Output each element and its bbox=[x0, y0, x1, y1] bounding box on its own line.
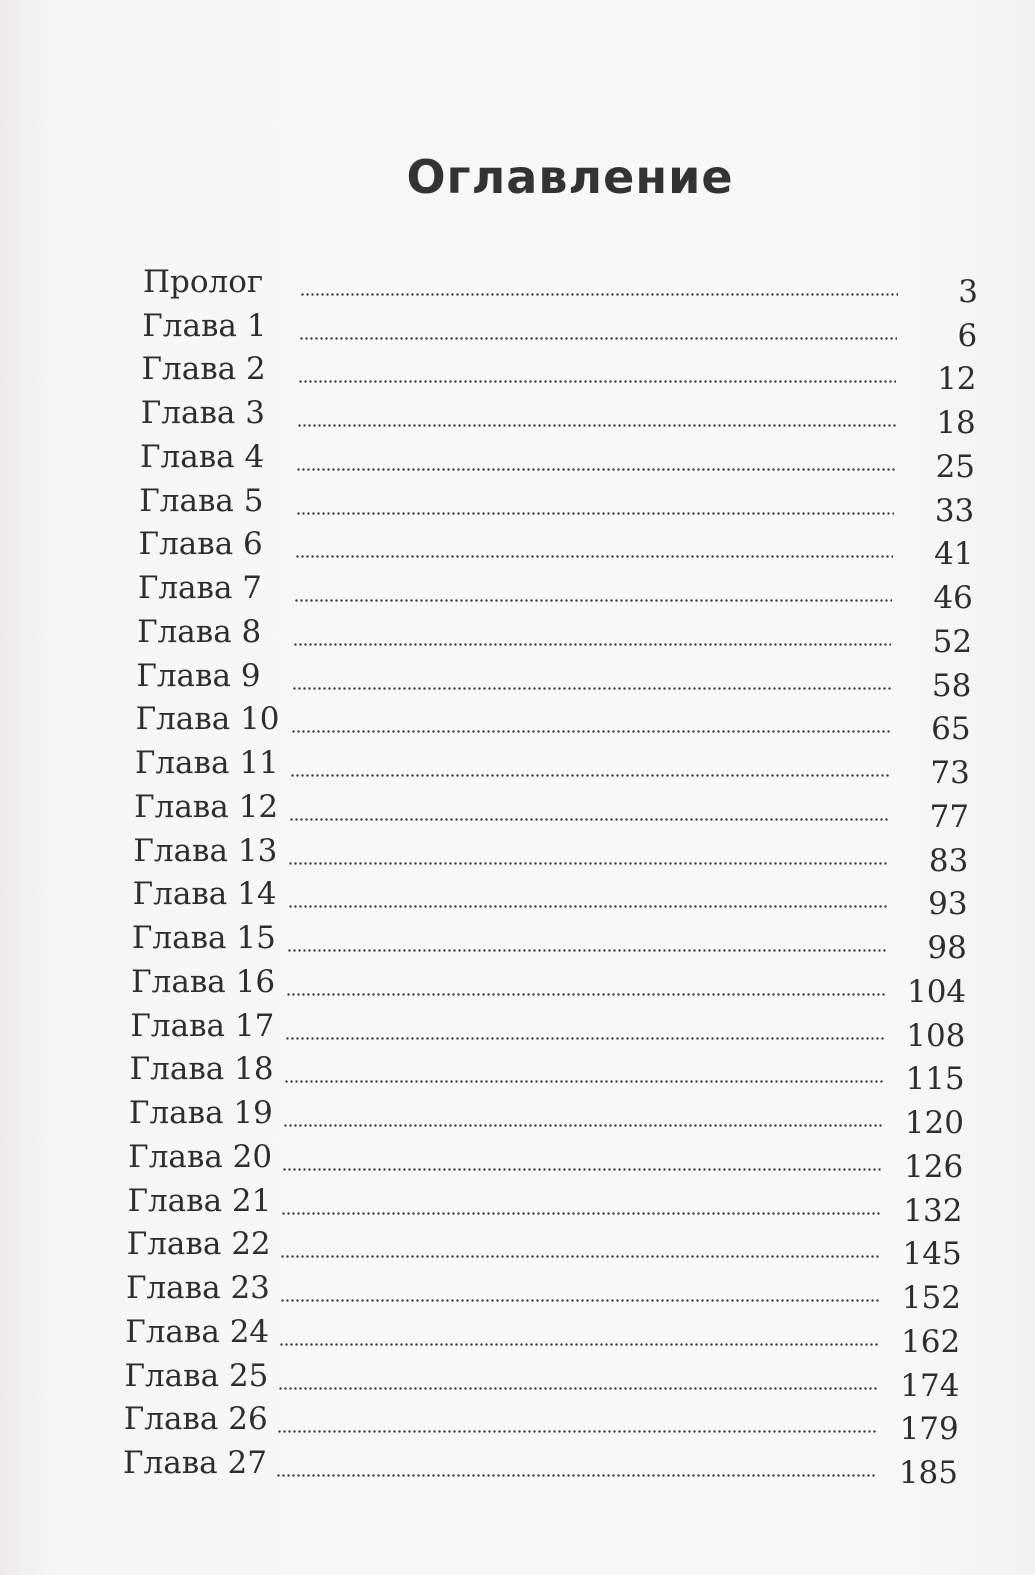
toc-leader-dots bbox=[282, 1168, 881, 1171]
toc-leader-dots bbox=[276, 1474, 876, 1477]
toc-entry bbox=[0, 874, 1035, 923]
toc-entry-label: Глава 14 bbox=[132, 876, 277, 913]
toc-entry bbox=[0, 524, 1035, 573]
toc-entry-page-number: 174 bbox=[900, 1367, 960, 1404]
toc-entry bbox=[0, 787, 1035, 835]
toc-entry-page-number: 52 bbox=[932, 623, 973, 660]
toc-leader-dots bbox=[292, 687, 891, 690]
toc-entry bbox=[0, 306, 1035, 354]
toc-entry-label: Глава 23 bbox=[125, 1270, 270, 1307]
toc-entry-page-number: 77 bbox=[929, 798, 970, 835]
toc-entry bbox=[0, 1443, 1035, 1491]
toc-leader-dots bbox=[285, 1037, 884, 1040]
toc-entry bbox=[0, 962, 1035, 1010]
toc-entry-label: Глава 10 bbox=[135, 701, 280, 738]
toc-entry bbox=[0, 349, 1035, 398]
toc-entry-label: Глава 3 bbox=[140, 395, 265, 432]
toc-entry-label: Глава 2 bbox=[141, 351, 266, 388]
toc-leader-dots bbox=[295, 555, 893, 558]
toc-entry-page-number: 104 bbox=[906, 973, 967, 1010]
toc-leader-dots bbox=[297, 424, 895, 427]
toc-leader-dots bbox=[296, 468, 894, 471]
toc-leader-dots bbox=[293, 643, 892, 646]
toc-entry-page-number: 132 bbox=[903, 1192, 963, 1229]
toc-entry-page-number: 12 bbox=[937, 361, 977, 398]
toc-entry bbox=[0, 743, 1035, 792]
toc-entry-page-number: 93 bbox=[928, 886, 968, 923]
toc-leader-dots bbox=[284, 1080, 883, 1083]
toc-entry bbox=[0, 437, 1035, 485]
toc-leader-dots bbox=[283, 1124, 882, 1127]
toc-leader-dots bbox=[296, 512, 894, 515]
toc-entry-label: Глава 27 bbox=[123, 1445, 267, 1481]
toc-entry bbox=[0, 481, 1035, 529]
toc-entry bbox=[0, 1399, 1035, 1448]
toc-entry-label: Глава 12 bbox=[134, 788, 279, 825]
toc-entry-label: Глава 22 bbox=[126, 1226, 271, 1263]
toc-entry-page-number: 6 bbox=[957, 317, 978, 354]
toc-entry-page-number: 145 bbox=[902, 1236, 962, 1273]
toc-entry bbox=[0, 1181, 1035, 1229]
toc-entry-page-number: 33 bbox=[934, 492, 975, 529]
toc-entry bbox=[0, 699, 1035, 748]
toc-entry-page-number: 98 bbox=[927, 930, 967, 967]
toc-entry-page-number: 185 bbox=[898, 1455, 958, 1491]
toc-entry bbox=[0, 1049, 1035, 1098]
page-title: Оглавление bbox=[406, 150, 734, 204]
toc-entry-page-number: 25 bbox=[935, 448, 976, 485]
toc-leader-dots bbox=[279, 1343, 879, 1346]
toc-entry-label: Глава 13 bbox=[133, 832, 278, 869]
toc-leader-dots bbox=[278, 1387, 878, 1390]
toc-entry-label: Пролог bbox=[143, 264, 264, 300]
toc-leader-dots bbox=[291, 730, 890, 733]
toc-entry bbox=[0, 1006, 1035, 1054]
toc-entry-page-number: 65 bbox=[931, 711, 971, 748]
toc-entry bbox=[0, 1312, 1035, 1360]
toc-entry-page-number: 46 bbox=[933, 580, 973, 617]
toc-entry-page-number: 18 bbox=[936, 405, 976, 442]
toc-entry-label: Глава 4 bbox=[140, 438, 265, 475]
toc-leader-dots bbox=[277, 1430, 877, 1433]
toc-entry bbox=[0, 831, 1035, 879]
toc-leader-dots bbox=[300, 293, 898, 296]
toc-entry bbox=[0, 393, 1035, 442]
toc-entry-label: Глава 8 bbox=[137, 613, 262, 650]
toc-entry-page-number: 3 bbox=[958, 274, 978, 310]
toc-entry-page-number: 73 bbox=[930, 755, 970, 792]
toc-leader-dots bbox=[288, 862, 887, 865]
toc-entry bbox=[0, 262, 1035, 310]
toc-leader-dots bbox=[281, 1212, 881, 1215]
toc-entry-label: Глава 19 bbox=[128, 1095, 273, 1132]
toc-leader-dots bbox=[289, 818, 888, 821]
toc-entry-label: Глава 17 bbox=[130, 1007, 275, 1044]
toc-entry bbox=[0, 918, 1035, 967]
toc-leader-dots bbox=[299, 337, 897, 340]
toc-entry bbox=[0, 1268, 1035, 1317]
toc-entry bbox=[0, 1224, 1035, 1273]
toc-entry-label: Глава 25 bbox=[124, 1357, 269, 1394]
toc-entry bbox=[0, 1093, 1035, 1142]
toc-entry-label: Глава 11 bbox=[134, 745, 279, 782]
toc-entry-page-number: 120 bbox=[904, 1105, 964, 1142]
toc-entry-label: Глава 20 bbox=[128, 1138, 273, 1175]
toc-entry-label: Глава 15 bbox=[131, 920, 276, 957]
toc-leader-dots bbox=[287, 949, 886, 952]
toc-entry-page-number: 152 bbox=[901, 1280, 961, 1317]
toc-entry-label: Глава 21 bbox=[127, 1182, 272, 1219]
toc-entry-page-number: 179 bbox=[899, 1411, 959, 1448]
toc-entry-label: Глава 1 bbox=[142, 307, 267, 344]
toc-entry bbox=[0, 1137, 1035, 1185]
toc-entry-page-number: 126 bbox=[904, 1148, 964, 1185]
toc-leader-dots bbox=[280, 1255, 880, 1258]
toc-entry bbox=[0, 1356, 1035, 1404]
toc-entry bbox=[0, 568, 1035, 617]
toc-entry-label: Глава 18 bbox=[129, 1051, 274, 1088]
toc-entry-page-number: 58 bbox=[931, 667, 972, 704]
toc-entry-label: Глава 6 bbox=[138, 526, 263, 563]
toc-entry-label: Глава 7 bbox=[137, 570, 263, 607]
toc-entry-page-number: 41 bbox=[934, 536, 974, 573]
toc-leader-dots bbox=[294, 599, 893, 602]
toc-leader-dots bbox=[280, 1299, 880, 1302]
toc-entry-label: Глава 16 bbox=[131, 963, 276, 1000]
toc-leader-dots bbox=[288, 905, 887, 908]
toc-entry-label: Глава 5 bbox=[139, 482, 264, 519]
toc-entry-page-number: 108 bbox=[906, 1017, 966, 1054]
toc-leader-dots bbox=[298, 380, 896, 383]
toc-entry bbox=[0, 656, 1035, 704]
toc-entry-label: Глава 24 bbox=[125, 1313, 270, 1350]
toc-leader-dots bbox=[290, 774, 889, 777]
toc-entry-label: Глава 9 bbox=[136, 657, 261, 694]
toc-entry-page-number: 115 bbox=[905, 1061, 965, 1098]
toc-entry bbox=[0, 612, 1035, 660]
toc-entry-label: Глава 26 bbox=[123, 1401, 268, 1438]
toc-leader-dots bbox=[286, 993, 885, 996]
toc-entry-page-number: 83 bbox=[928, 842, 969, 879]
toc-entry-page-number: 162 bbox=[901, 1323, 961, 1360]
